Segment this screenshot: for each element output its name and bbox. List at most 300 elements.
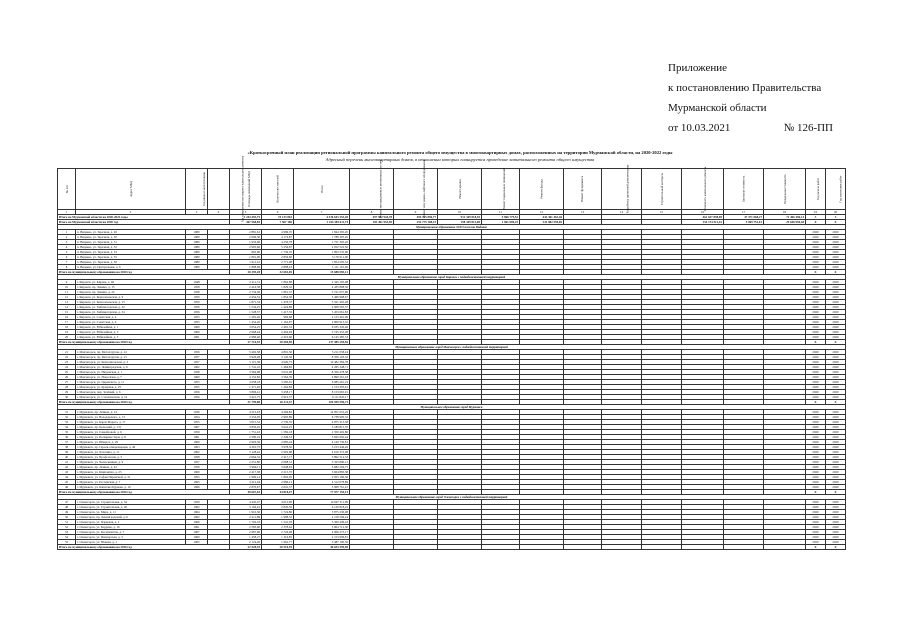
- area-cell: 4 515,18: [230, 410, 262, 415]
- column-header: [682, 166, 724, 212]
- area-cell: 3 658,18: [230, 380, 262, 385]
- end-year-cell: 2020: [826, 280, 846, 285]
- sum-cell: 3 487 190,56: [294, 540, 350, 545]
- subtotal-sum-cell: 137 485 294,56: [294, 340, 350, 345]
- column-header-label: Площадь помещений МКД: [246, 171, 251, 207]
- people-cell: 5 256,87: [262, 245, 294, 250]
- address-cell: г. Кировск, ул. Юбилейная, д. 3: [76, 330, 186, 335]
- sum-cell: 4 218 509,24: [294, 515, 350, 520]
- table-cell: [602, 545, 642, 550]
- start-year-cell: 2020: [806, 375, 826, 380]
- start-year-cell: 2020: [806, 240, 826, 245]
- address-cell: п. Видяево, ул. Заречная, д. 31: [76, 240, 186, 245]
- document-subtitle: Адресный перечень многоквартирных домов, в отношении которых планируется проведение капитального ремонта общего имущества: [325, 157, 595, 162]
- start-year-cell: 2020: [806, 245, 826, 250]
- subtotal-people-cell: 20 569,90: [262, 340, 294, 345]
- start-year-cell: 2020: [806, 485, 826, 490]
- subtotal-sum-cell: 106 599 596,73: [294, 400, 350, 405]
- address-cell: г. Кировск, ул. Комсомольская, д. 15: [76, 300, 186, 305]
- sum-cell: 3 721 657,86: [294, 290, 350, 295]
- end-year-cell: 2020: [826, 235, 846, 240]
- start-year-cell: 2020: [806, 420, 826, 425]
- sum-cell: 14 851 053,26: [294, 410, 350, 415]
- year-cell: 1948: [186, 280, 208, 285]
- row-number-cell: 4: [58, 245, 76, 250]
- address-cell: г. Мончегорск, ул. Новосёлов, д. 7: [76, 375, 186, 380]
- row-number-cell: 33: [58, 420, 76, 425]
- start-year-cell: 2020: [806, 310, 826, 315]
- year-cell: 1955: [186, 475, 208, 480]
- subtotal-sum-cell: 77 977 159,15: [294, 490, 350, 495]
- row-number-cell: 21: [58, 350, 76, 355]
- start-year-cell: 2020: [806, 365, 826, 370]
- column-number-cell: 16: [682, 210, 724, 215]
- subtotal-people-cell: 44 818,47: [262, 490, 294, 495]
- address-cell: г. Мурманск, ул. Книповича, д. 23: [76, 470, 186, 475]
- area-cell: 3 960,11: [230, 465, 262, 470]
- sum-cell: 3 189 815,70: [294, 425, 350, 430]
- end-year-cell: 2020: [826, 245, 846, 250]
- column-number-cell: 7: [294, 210, 350, 215]
- table-cell: 912 349 018,55: [438, 215, 482, 220]
- address-cell: п. Видяево, ул. Заречная, д. 35: [76, 255, 186, 260]
- people-cell: 3 648,02: [262, 465, 294, 470]
- row-number-cell: 30: [58, 395, 76, 400]
- address-cell: г. Кировск, ул. Кирова, д. 46: [76, 280, 186, 285]
- column-header: [76, 169, 186, 210]
- column-header-label: Удельная стоимость: [741, 175, 746, 203]
- sum-cell: 1 893 535,00: [294, 250, 350, 255]
- start-year-cell: 2020: [806, 300, 826, 305]
- area-cell: 1 534,25: [230, 305, 262, 310]
- address-cell: г. Оленегорск, пр. Ленинградский, д. 6: [76, 515, 186, 520]
- column-number-cell: 13: [564, 210, 602, 215]
- year-cell: 1962: [186, 515, 208, 520]
- sum-cell: 3 325 890,12: [294, 460, 350, 465]
- year-cell: 1980: [186, 255, 208, 260]
- column-number-cell: 12: [520, 210, 564, 215]
- year-cell: 1959: [186, 500, 208, 505]
- year-cell: 1962: [186, 505, 208, 510]
- row-number-cell: 43: [58, 470, 76, 475]
- column-number-cell: 14: [602, 210, 642, 215]
- row-number-cell: 47: [58, 500, 76, 505]
- area-cell: 1 702,18: [230, 520, 262, 525]
- table-cell: X: [826, 400, 846, 405]
- year-cell: 1958: [186, 370, 208, 375]
- end-year-cell: 2020: [826, 505, 846, 510]
- start-year-cell: 2020: [806, 255, 826, 260]
- subtotal-area-cell: 31 799,88: [230, 400, 262, 405]
- section-name-cell: Муниципальное образование город Кировск с подведомственной территорией: [58, 275, 846, 280]
- area-cell: 2 124,40: [230, 540, 262, 545]
- column-header: [58, 169, 76, 210]
- column-number-cell: 11: [482, 210, 520, 215]
- sum-cell: 3 892 514,33: [294, 455, 350, 460]
- column-number-cell: 20: [826, 210, 846, 215]
- section-name-cell: Муниципальное образование ЗАТО поселок Видяево: [58, 225, 846, 230]
- start-year-cell: 2020: [806, 525, 826, 530]
- end-year-cell: 2020: [826, 445, 846, 450]
- start-year-cell: 2020: [806, 410, 826, 415]
- row-number-cell: 6: [58, 255, 76, 260]
- people-cell: 2 845,56: [262, 505, 294, 510]
- end-year-cell: 2020: [826, 300, 846, 305]
- end-year-cell: 2020: [826, 410, 846, 415]
- area-cell: 2 417,38: [230, 470, 262, 475]
- subtotal-label-cell: Итого по муниципальному образованию на 2020 год: [58, 270, 230, 275]
- address-cell: г. Мурманск, ул. Самойловой, д. 6: [76, 430, 186, 435]
- column-header-label: Предельная стоимость: [782, 174, 787, 204]
- end-year-cell: 2020: [826, 315, 846, 320]
- people-cell: 1 829,32: [262, 285, 294, 290]
- address-cell: п. Видяево, ул. Заречная, д. 33: [76, 250, 186, 255]
- total-area-cell: 367 968,85: [230, 220, 262, 225]
- area-cell: 1 751,43: [230, 430, 262, 435]
- row-number-cell: 39: [58, 450, 76, 455]
- year-cell: 1980: [186, 265, 208, 270]
- column-header: [642, 169, 682, 210]
- end-year-cell: 2020: [826, 375, 846, 380]
- row-number-cell: 2: [58, 235, 76, 240]
- area-cell: 3 128,42: [230, 450, 262, 455]
- sum-cell: 3 170 011,00: [294, 255, 350, 260]
- row-number-cell: 15: [58, 310, 76, 315]
- people-cell: 2 910,37: [262, 395, 294, 400]
- end-year-cell: 2020: [826, 525, 846, 530]
- area-cell: 2 096,30: [230, 235, 262, 240]
- sum-cell: 1 154 393,61: [294, 385, 350, 390]
- total-people-cell: 7 567 186: [262, 220, 294, 225]
- header-line-region: Мурманской области: [668, 102, 767, 114]
- row-number-cell: 27: [58, 380, 76, 385]
- end-year-cell: 2020: [826, 540, 846, 545]
- table-cell: [438, 545, 482, 550]
- area-cell: 2 987,66: [230, 530, 262, 535]
- year-cell: 1960: [186, 375, 208, 380]
- row-number-cell: 48: [58, 505, 76, 510]
- header-line-resolution: к постановлению Правительства: [668, 82, 822, 94]
- column-header: [482, 169, 520, 210]
- end-year-cell: 2020: [826, 330, 846, 335]
- end-year-cell: 2020: [826, 325, 846, 330]
- address-cell: г. Мончегорск, ул. Ленинградская, д. 6: [76, 365, 186, 370]
- approval-header: [668, 58, 898, 138]
- end-year-cell: 2020: [826, 255, 846, 260]
- people-cell: 1 998,52: [262, 515, 294, 520]
- area-cell: 1 871,34: [230, 300, 262, 305]
- area-cell: 2 881,61: [230, 230, 262, 235]
- column-header-label: Год окончания работ: [838, 175, 843, 203]
- address-cell: г. Мончегорск, ул. Стахановская, д. 14: [76, 395, 186, 400]
- start-year-cell: 2020: [806, 370, 826, 375]
- year-cell: 1959: [186, 430, 208, 435]
- end-year-cell: 2020: [826, 250, 846, 255]
- row-number-cell: 25: [58, 370, 76, 375]
- row-number-cell: 35: [58, 430, 76, 435]
- sum-cell: 2 153 401,00: [294, 315, 350, 320]
- start-year-cell: 2020: [806, 385, 826, 390]
- table-cell: 183 461 953,90: [350, 220, 394, 225]
- year-cell: 1956: [186, 465, 208, 470]
- table-cell: X: [826, 490, 846, 495]
- sum-cell: 6 085 261,19: [294, 380, 350, 385]
- column-header-label: Строительный контроль: [659, 173, 664, 205]
- people-cell: 1 424,89: [262, 305, 294, 310]
- year-cell: 1957: [186, 355, 208, 360]
- row-number-cell: 46: [58, 485, 76, 490]
- row-number-cell: 55: [58, 540, 76, 545]
- end-year-cell: 2020: [826, 535, 846, 540]
- column-header: [294, 169, 350, 210]
- start-year-cell: 2020: [806, 290, 826, 295]
- row-number-cell: 49: [58, 510, 76, 515]
- year-cell: 1956: [186, 350, 208, 355]
- people-cell: 1 541,03: [262, 520, 294, 525]
- address-cell: г. Кировск, пр. Ленина, д. 24: [76, 290, 186, 295]
- address-cell: г. Мурманск, ул. Софьи Перовской, д. 31: [76, 475, 186, 480]
- end-year-cell: 2020: [826, 415, 846, 420]
- sum-cell: 4 890 261,18: [294, 375, 350, 380]
- people-cell: 2 808,43: [262, 265, 294, 270]
- end-year-cell: 2020: [826, 335, 846, 340]
- table-cell: [394, 545, 438, 550]
- end-year-cell: 2020: [826, 355, 846, 360]
- total-people-cell: 19 133 863: [262, 215, 294, 220]
- sum-cell: 6 111 845,17: [294, 395, 350, 400]
- end-year-cell: 2020: [826, 370, 846, 375]
- year-cell: 1960: [186, 470, 208, 475]
- area-cell: 3 212,04: [230, 480, 262, 485]
- start-year-cell: 2020: [806, 415, 826, 420]
- year-cell: 1956: [186, 390, 208, 395]
- row-number-cell: 34: [58, 425, 76, 430]
- start-year-cell: 2020: [806, 350, 826, 355]
- address-cell: г. Кировск, ул. Комсомольская, д. 9: [76, 295, 186, 300]
- end-year-cell: 2020: [826, 420, 846, 425]
- people-cell: 1 802,05: [262, 475, 294, 480]
- start-year-cell: 2020: [806, 470, 826, 475]
- row-number-cell: 52: [58, 525, 76, 530]
- section-name-cell: Муниципальное образование город Оленегорск с подведомственной территорией: [58, 495, 846, 500]
- address-cell: г. Мурманск, ул. Володарского, д. 13: [76, 415, 186, 420]
- start-year-cell: 2020: [806, 305, 826, 310]
- area-cell: 2 583,90: [230, 525, 262, 530]
- row-number-cell: 10: [58, 285, 76, 290]
- subtotal-label-cell: Итого по муниципальному образованию на 2020 год: [58, 400, 230, 405]
- people-cell: 4 256,78: [262, 240, 294, 245]
- end-year-cell: 2020: [826, 430, 846, 435]
- sum-cell: 5 982 204,75: [294, 465, 350, 470]
- year-cell: 1956: [186, 305, 208, 310]
- year-cell: 1950: [186, 300, 208, 305]
- people-cell: 2 856,60: [262, 255, 294, 260]
- sum-cell: 1 854 505,52: [294, 260, 350, 265]
- end-year-cell: 2020: [826, 515, 846, 520]
- area-cell: 1 808,06: [230, 265, 262, 270]
- sum-cell: 4 435 898,50: [294, 285, 350, 290]
- year-cell: 1957: [186, 360, 208, 365]
- end-year-cell: 2020: [826, 350, 846, 355]
- start-year-cell: 2020: [806, 330, 826, 335]
- people-cell: 3 041,08: [262, 370, 294, 375]
- end-year-cell: 2020: [826, 240, 846, 245]
- address-cell: г. Оленегорск, ул. Южная, д. 1: [76, 540, 186, 545]
- year-cell: 1965: [186, 480, 208, 485]
- sum-cell: 6 145 485,33: [294, 335, 350, 340]
- row-number-cell: 3: [58, 240, 76, 245]
- start-year-cell: 2020: [806, 465, 826, 470]
- sum-cell: 3 604 883,38: [294, 470, 350, 475]
- sum-cell: 6 035 345,46: [294, 325, 350, 330]
- end-year-cell: 2020: [826, 470, 846, 475]
- people-cell: 1 476,37: [262, 300, 294, 305]
- end-year-cell: 2020: [826, 435, 846, 440]
- address-cell: г. Мончегорск, пр. Металлургов, д. 15: [76, 355, 186, 360]
- start-year-cell: 2020: [806, 280, 826, 285]
- start-year-cell: 2020: [806, 295, 826, 300]
- people-cell: 4 891,30: [262, 350, 294, 355]
- address-cell: г. Кировск, ул. Юбилейная, д. 1: [76, 325, 186, 330]
- people-cell: 2 068,31: [262, 460, 294, 465]
- subtotal-label-cell: Итого по муниципальному образованию на 2020 год: [58, 545, 230, 550]
- row-number-cell: 22: [58, 355, 76, 360]
- area-cell: 5 402,38: [230, 350, 262, 355]
- end-year-cell: 2020: [826, 480, 846, 485]
- subtotal-area-cell: 27 716,55: [230, 340, 262, 345]
- sum-cell: 3 321 405,28: [294, 300, 350, 305]
- start-year-cell: 2020: [806, 475, 826, 480]
- table-cell: [724, 545, 764, 550]
- area-cell: 1 741,10: [230, 365, 262, 370]
- year-cell: 1956: [186, 310, 208, 315]
- address-cell: г. Мурманск, ул. Халатина, д. 11: [76, 450, 186, 455]
- year-cell: 1962: [186, 450, 208, 455]
- year-cell: 1960: [186, 325, 208, 330]
- sum-cell: 3 804 712,30: [294, 525, 350, 530]
- address-cell: г. Оленегорск, ул. Строительная, д. 34: [76, 500, 186, 505]
- address-cell: г. Мончегорск, ул. Кумужья, д. 25: [76, 385, 186, 390]
- end-year-cell: 2020: [826, 260, 846, 265]
- sum-cell: 4 120 730,81: [294, 440, 350, 445]
- area-cell: 1 281,26: [230, 315, 262, 320]
- area-cell: 1 458,27: [230, 535, 262, 540]
- address-cell: г. Оленегорск, ул. Пионерская, д. 3: [76, 535, 186, 540]
- table-cell: X: [806, 220, 826, 225]
- start-year-cell: 2020: [806, 460, 826, 465]
- year-cell: 1960: [186, 440, 208, 445]
- end-year-cell: 2020: [826, 290, 846, 295]
- start-year-cell: 2020: [806, 440, 826, 445]
- area-cell: 2 411,51: [230, 280, 262, 285]
- sum-cell: 10 482 384,78: [294, 360, 350, 365]
- table-cell: 154 174 512,16: [682, 220, 724, 225]
- column-header: [520, 169, 564, 210]
- sum-cell: 3 875 230,08: [294, 510, 350, 515]
- column-number-cell: 8: [350, 210, 394, 215]
- people-cell: 1 162,97: [262, 320, 294, 325]
- sum-cell: 4 610 372,08: [294, 450, 350, 455]
- year-cell: 1965: [186, 540, 208, 545]
- table-cell: 29 646 994,38: [764, 220, 806, 225]
- area-cell: 1 933,00: [230, 240, 262, 245]
- end-year-cell: 2020: [826, 320, 846, 325]
- table-cell: 198 349 013,00: [438, 220, 482, 225]
- year-cell: 1960: [186, 535, 208, 540]
- start-year-cell: 2020: [806, 390, 826, 395]
- people-cell: 4 920,75: [262, 360, 294, 365]
- address-cell: г. Кировск, ул. Советская, д. 4: [76, 315, 186, 320]
- year-cell: 1963: [186, 445, 208, 450]
- address-cell: г. Оленегорск, ул. Мира, д. 11: [76, 510, 186, 515]
- year-cell: 1950: [186, 295, 208, 300]
- area-cell: 1 528,37: [230, 310, 262, 315]
- sum-cell: 3 845 602,44: [294, 435, 350, 440]
- people-cell: 2 685,44: [262, 440, 294, 445]
- sum-cell: 3 453 661,83: [294, 310, 350, 315]
- end-year-cell: 2020: [826, 485, 846, 490]
- end-year-cell: 2020: [826, 230, 846, 235]
- sum-cell: 1 111 191,00: [294, 265, 350, 270]
- address-cell: г. Кировск, ул. Хибиногорская, д. 32: [76, 305, 186, 310]
- year-cell: 1958: [186, 290, 208, 295]
- end-year-cell: 2020: [826, 305, 846, 310]
- address-cell: г. Мурманск, ул. Челюскинцев, д. 9: [76, 460, 186, 465]
- end-year-cell: 2020: [826, 295, 846, 300]
- subtotal-people-cell: 20 510,59: [262, 545, 294, 550]
- row-number-cell: 40: [58, 455, 76, 460]
- column-number-cell: 15: [642, 210, 682, 215]
- area-cell: 2 664,32: [230, 455, 262, 460]
- row-number-cell: 45: [58, 480, 76, 485]
- area-cell: 863,00: [230, 250, 262, 255]
- area-cell: 5 115,38: [230, 360, 262, 365]
- year-cell: 1967: [186, 530, 208, 535]
- end-year-cell: 2020: [826, 390, 846, 395]
- end-year-cell: 2020: [826, 395, 846, 400]
- address-cell: г. Оленегорск, ул. Строительная, д. 40: [76, 505, 186, 510]
- column-header: [186, 169, 208, 210]
- table-cell: [482, 545, 520, 550]
- area-cell: 2 211,89: [230, 515, 262, 520]
- people-cell: 3 641,25: [262, 425, 294, 430]
- start-year-cell: 2020: [806, 335, 826, 340]
- total-label-cell: Итого по Мурманской области на 2020 год: [58, 220, 230, 225]
- sum-cell: 5 745 453,28: [294, 330, 350, 335]
- sum-cell: 1 751 395,20: [294, 240, 350, 245]
- year-cell: 1955: [186, 420, 208, 425]
- row-number-cell: 19: [58, 330, 76, 335]
- people-cell: 1 582,18: [262, 430, 294, 435]
- end-year-cell: 2020: [826, 510, 846, 515]
- column-header-label: Всего: [319, 185, 324, 193]
- sum-cell: 4 906 275,17: [294, 530, 350, 535]
- row-number-cell: 53: [58, 530, 76, 535]
- area-cell: 1 454,26: [230, 320, 262, 325]
- start-year-cell: 2020: [806, 430, 826, 435]
- year-cell: 1980: [186, 240, 208, 245]
- row-number-cell: 9: [58, 280, 76, 285]
- table-cell: 494 715 896,77: [394, 215, 438, 220]
- end-year-cell: 2020: [826, 465, 846, 470]
- table-cell: X: [826, 340, 846, 345]
- header-line-appendix: Приложение: [668, 62, 728, 74]
- start-year-cell: 2020: [806, 285, 826, 290]
- row-number-cell: 26: [58, 375, 76, 380]
- year-cell: 1954: [186, 415, 208, 420]
- year-cell: 1961: [186, 335, 208, 340]
- address-cell: п. Видяево, ул. Заречная, д. 36: [76, 260, 186, 265]
